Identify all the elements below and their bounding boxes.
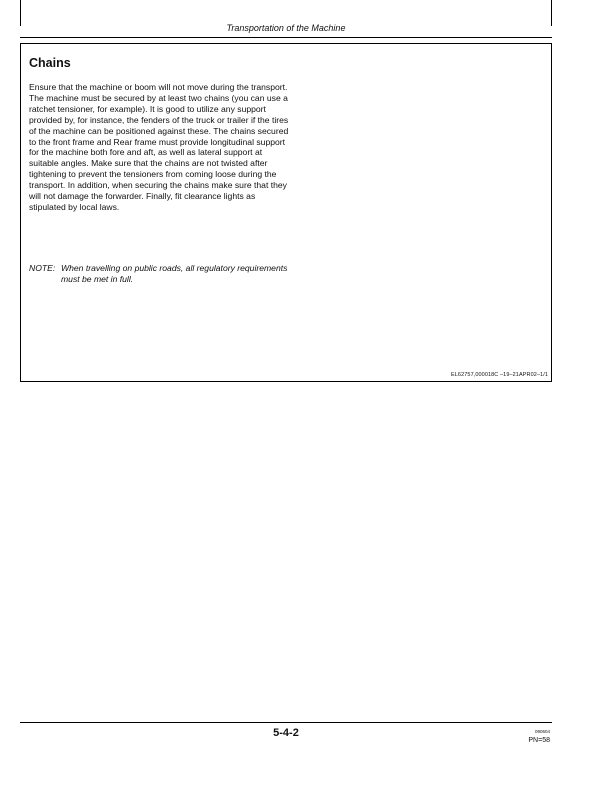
doc-code: 090604	[534, 729, 550, 734]
note-text: When travelling on public roads, all regulatory requirements must be met in full.	[61, 263, 288, 284]
body-paragraph: Ensure that the machine or boom will not move during the transport. The machine must be secured by at least two chains (you can use a ratchet tensioner, for example). It is good to utilize any support provided by, for instance, the fenders of the truck or trailer if the tires of the machine can be positioned against these. The chains secured to the front frame and Rear frame must provide longitudinal support for the machine both fore and aft, as well as lateral support at suitable angles. Make sure that the chains are not twisted after tightening to prevent the tensioners from coming loose during the transport. In addition, when securing the chains make sure that they will not damage the forwarder. Finally, fit clearance lights as stipulated by local laws.	[29, 82, 289, 212]
pn-label: PN=58	[528, 737, 550, 744]
footer-divider	[20, 722, 552, 723]
reference-code: EL62757,000018C –19–21APR02–1/1	[451, 372, 548, 378]
note	[29, 263, 291, 285]
page-number: 5-4-2	[273, 727, 299, 739]
note-label: NOTE:	[29, 263, 56, 273]
content-box	[20, 43, 552, 382]
running-header: Transportation of the Machine	[226, 23, 346, 33]
section-title: Chains	[29, 56, 71, 70]
header-divider	[20, 37, 552, 38]
